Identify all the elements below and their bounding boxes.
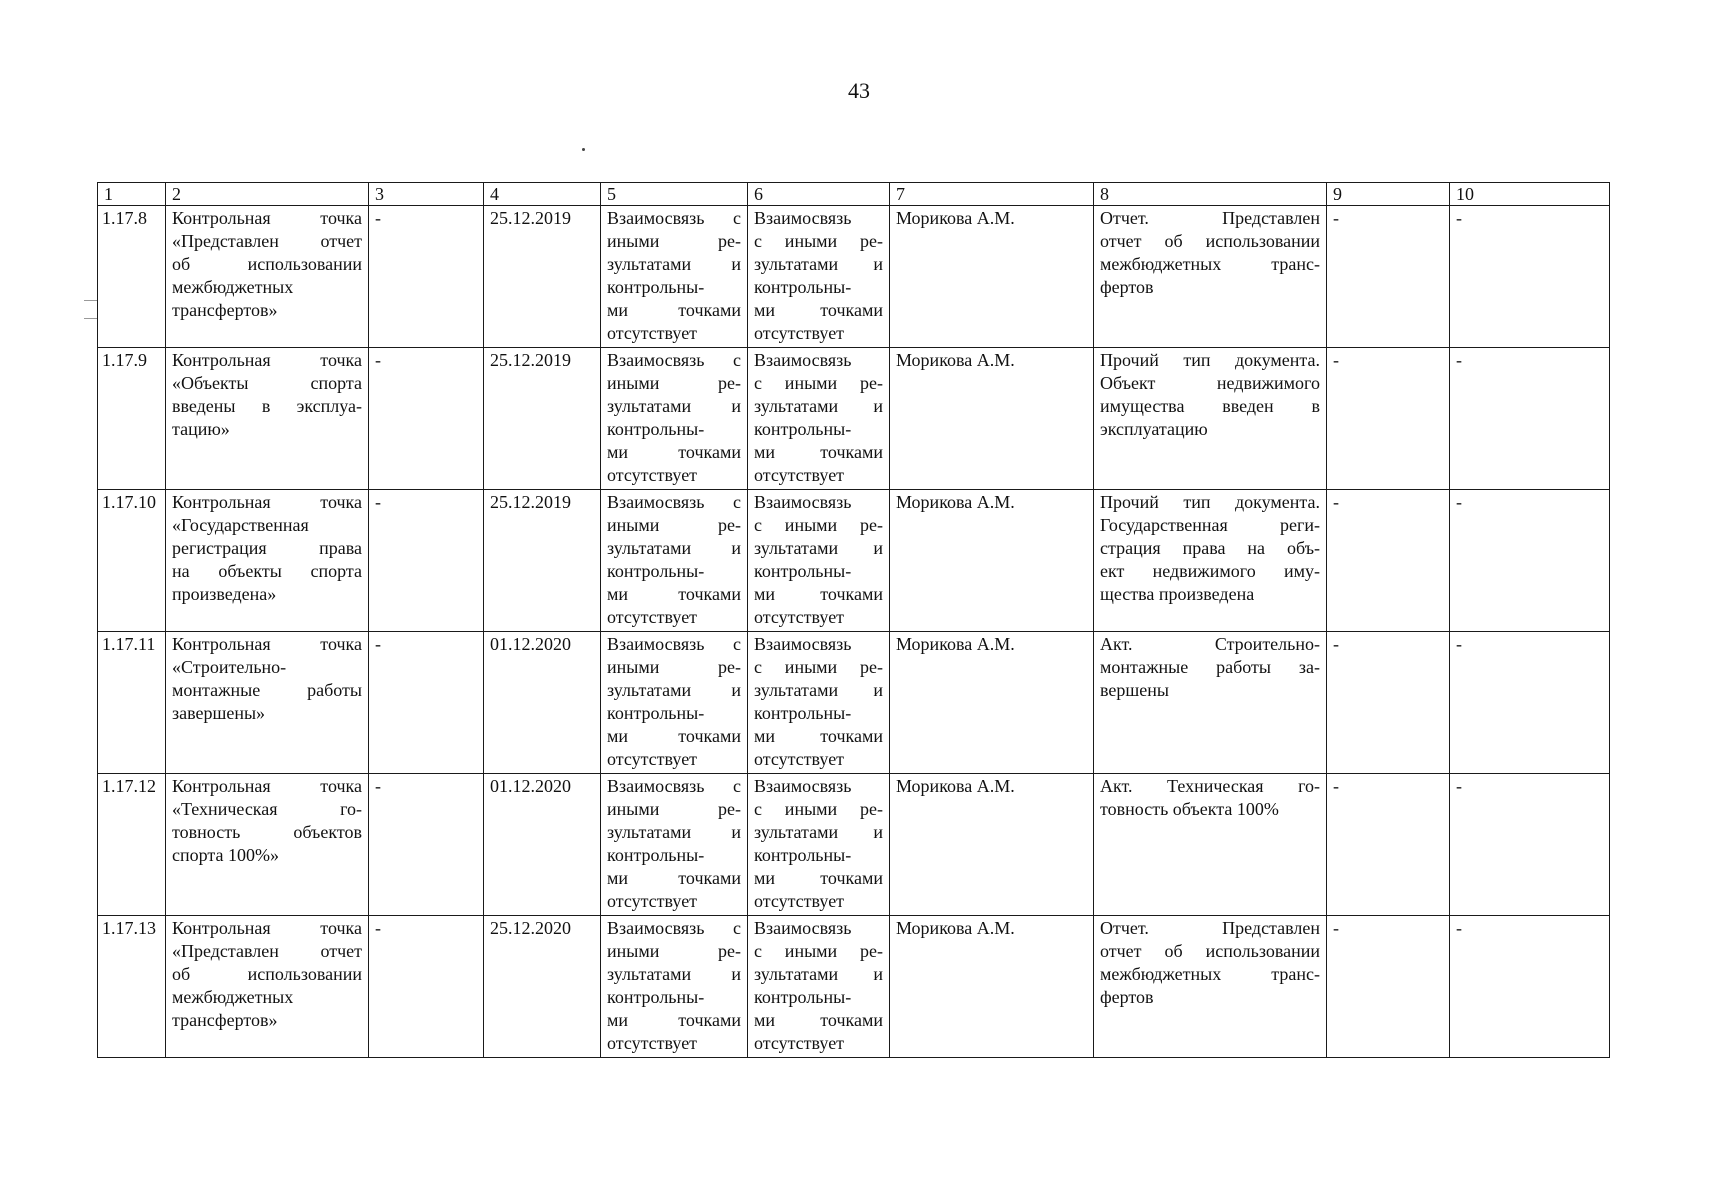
control-point-name-line: спорта 100%»	[172, 845, 279, 865]
document-type-line: ект недвижимого иму-	[1100, 561, 1320, 581]
control-point-name-line: Контрольная точка	[172, 634, 362, 654]
control-point-name	[166, 632, 369, 774]
control-point-name	[166, 206, 369, 348]
row-number: 1.17.8	[98, 206, 166, 348]
relation-results-line: Взаимосвязь с	[607, 634, 741, 654]
relation-results-line: Взаимосвязь с	[607, 208, 741, 228]
column-number-row	[98, 183, 1610, 206]
responsible-person: Морикова А.М.	[890, 774, 1094, 916]
column-10-value: -	[1450, 916, 1610, 1058]
relation-points-line: отсутствует	[754, 1033, 845, 1053]
relation-results-line: контрольны-	[607, 987, 705, 1007]
row-number: 1.17.9	[98, 348, 166, 490]
control-point-name-line: «Объекты спорта	[172, 373, 362, 393]
column-3-value: -	[369, 632, 484, 774]
control-point-name-line: об использовании	[172, 964, 362, 984]
relation-results-line: иными ре-	[607, 657, 741, 677]
relation-points-line: отсутствует	[754, 465, 845, 485]
relation-results-line: зультатами и	[607, 538, 741, 558]
column-number: 8	[1094, 183, 1327, 206]
column-9-value: -	[1327, 632, 1450, 774]
relation-points-line: с иными ре-	[754, 231, 883, 251]
control-point-name-line: «Представлен отчет	[172, 941, 362, 961]
control-point-name-line: межбюджетных	[172, 277, 294, 297]
document-type-line: фертов	[1100, 277, 1154, 297]
control-point-name-line: монтажные работы	[172, 680, 362, 700]
relation-points-line: отсутствует	[754, 323, 845, 343]
control-point-name-line: «Техническая го-	[172, 799, 362, 819]
relation-results-line: иными ре-	[607, 373, 741, 393]
control-point-name-line: об использовании	[172, 254, 362, 274]
relation-points-line: контрольны-	[754, 703, 852, 723]
column-10-value: -	[1450, 490, 1610, 632]
control-point-name-line: произведена»	[172, 584, 277, 604]
table-row	[98, 206, 1610, 348]
relation-points-line: контрольны-	[754, 845, 852, 865]
relation-points-line: ми точками	[754, 868, 883, 888]
relation-points-line: зультатами и	[754, 680, 883, 700]
column-number: 5	[601, 183, 748, 206]
relation-points-line: Взаимосвязь	[754, 492, 852, 512]
due-date: 25.12.2019	[484, 206, 601, 348]
relation-results-line: отсутствует	[607, 891, 698, 911]
document-type-line: Отчет. Представлен	[1100, 918, 1320, 938]
relation-results-line: иными ре-	[607, 515, 741, 535]
relation-points-line: контрольны-	[754, 561, 852, 581]
relation-results-line: отсутствует	[607, 323, 698, 343]
relation-points-line: Взаимосвязь	[754, 776, 852, 796]
document-type-line: Прочий тип документа.	[1100, 492, 1320, 512]
control-point-name-line: Контрольная точка	[172, 776, 362, 796]
relation-results-line: зультатами и	[607, 680, 741, 700]
control-point-name-line: Контрольная точка	[172, 918, 362, 938]
document-type-line: отчет об использовании	[1100, 941, 1320, 961]
relation-results-line: отсутствует	[607, 465, 698, 485]
relation-points-line: с иными ре-	[754, 373, 883, 393]
control-point-name-line: Контрольная точка	[172, 208, 362, 228]
relation-points-line: Взаимосвязь	[754, 208, 852, 228]
control-point-name-line: Контрольная точка	[172, 350, 362, 370]
control-point-name-line: Контрольная точка	[172, 492, 362, 512]
due-date: 25.12.2019	[484, 348, 601, 490]
control-point-name-line: тацию»	[172, 419, 230, 439]
relation-results-line: контрольны-	[607, 561, 705, 581]
relation-points-line: контрольны-	[754, 419, 852, 439]
due-date: 25.12.2019	[484, 490, 601, 632]
table-row	[98, 348, 1610, 490]
relation-results	[601, 206, 748, 348]
relation-points-line: отсутствует	[754, 607, 845, 627]
column-10-value: -	[1450, 774, 1610, 916]
control-point-name	[166, 916, 369, 1058]
relation-results-line: зультатами и	[607, 964, 741, 984]
table-row	[98, 774, 1610, 916]
relation-points-line: ми точками	[754, 726, 883, 746]
document-type-line: вершены	[1100, 680, 1169, 700]
control-points-table	[97, 182, 1610, 1058]
document-type-line: Объект недвижимого	[1100, 373, 1320, 393]
relation-points-line: отсутствует	[754, 749, 845, 769]
relation-results-line: отсутствует	[607, 749, 698, 769]
relation-results-line: ми точками	[607, 1010, 741, 1030]
page-number: 43	[848, 78, 870, 103]
control-point-name-line: межбюджетных	[172, 987, 294, 1007]
row-number: 1.17.12	[98, 774, 166, 916]
document-type-line: межбюджетных транс-	[1100, 964, 1320, 984]
due-date: 25.12.2020	[484, 916, 601, 1058]
column-3-value: -	[369, 206, 484, 348]
column-3-value: -	[369, 916, 484, 1058]
relation-results-line: Взаимосвязь с	[607, 492, 741, 512]
document-type-line: Акт. Строительно-	[1100, 634, 1320, 654]
column-number: 7	[890, 183, 1094, 206]
control-point-name-line: регистрация права	[172, 538, 362, 558]
relation-points-line: зультатами и	[754, 254, 883, 274]
document-type-line: щества произведена	[1100, 584, 1255, 604]
table-row	[98, 490, 1610, 632]
scan-speck	[582, 148, 585, 151]
column-number: 4	[484, 183, 601, 206]
document-type	[1094, 490, 1327, 632]
control-point-name	[166, 774, 369, 916]
relation-results-line: иными ре-	[607, 799, 741, 819]
relation-results-line: контрольны-	[607, 703, 705, 723]
relation-points-line: с иными ре-	[754, 941, 883, 961]
column-number: 2	[166, 183, 369, 206]
relation-results-line: зультатами и	[607, 254, 741, 274]
relation-points	[748, 774, 890, 916]
document-type-line: отчет об использовании	[1100, 231, 1320, 251]
relation-results-line: ми точками	[607, 726, 741, 746]
row-number: 1.17.13	[98, 916, 166, 1058]
row-number: 1.17.11	[98, 632, 166, 774]
column-3-value: -	[369, 774, 484, 916]
column-10-value: -	[1450, 632, 1610, 774]
column-number: 3	[369, 183, 484, 206]
control-point-name-line: «Государственная	[172, 515, 309, 535]
relation-points	[748, 916, 890, 1058]
control-point-name-line: трансфертов»	[172, 300, 278, 320]
relation-results-line: ми точками	[607, 300, 741, 320]
relation-points	[748, 632, 890, 774]
document-type-line: Акт. Техническая го-	[1100, 776, 1320, 796]
responsible-person: Морикова А.М.	[890, 632, 1094, 774]
relation-results-line: Взаимосвязь с	[607, 918, 741, 938]
control-point-name	[166, 490, 369, 632]
column-3-value: -	[369, 348, 484, 490]
control-point-name	[166, 348, 369, 490]
relation-results-line: контрольны-	[607, 419, 705, 439]
column-10-value: -	[1450, 348, 1610, 490]
document-type-line: Отчет. Представлен	[1100, 208, 1320, 228]
relation-results	[601, 632, 748, 774]
control-point-name-line: трансфертов»	[172, 1010, 278, 1030]
relation-results	[601, 490, 748, 632]
document-type-line: эксплуатацию	[1100, 419, 1208, 439]
relation-results	[601, 916, 748, 1058]
control-point-name-line: завершены»	[172, 703, 266, 723]
document-type-line: товность объекта 100%	[1100, 799, 1279, 819]
relation-points-line: ми точками	[754, 442, 883, 462]
relation-points-line: зультатами и	[754, 822, 883, 842]
document-type	[1094, 916, 1327, 1058]
relation-results-line: ми точками	[607, 442, 741, 462]
relation-points	[748, 490, 890, 632]
relation-results-line: зультатами и	[607, 396, 741, 416]
relation-results-line: зультатами и	[607, 822, 741, 842]
document-type-line: межбюджетных транс-	[1100, 254, 1320, 274]
relation-points	[748, 348, 890, 490]
relation-points-line: с иными ре-	[754, 657, 883, 677]
relation-points-line: с иными ре-	[754, 799, 883, 819]
document-type-line: Государственная реги-	[1100, 515, 1320, 535]
column-number: 1	[98, 183, 166, 206]
margin-tick	[84, 318, 98, 319]
relation-points-line: зультатами и	[754, 538, 883, 558]
document-type-line: фертов	[1100, 987, 1154, 1007]
document-type-line: монтажные работы за-	[1100, 657, 1320, 677]
document-type	[1094, 206, 1327, 348]
column-9-value: -	[1327, 774, 1450, 916]
margin-tick	[84, 300, 98, 301]
relation-points-line: ми точками	[754, 584, 883, 604]
column-9-value: -	[1327, 490, 1450, 632]
document-type	[1094, 348, 1327, 490]
responsible-person: Морикова А.М.	[890, 206, 1094, 348]
due-date: 01.12.2020	[484, 774, 601, 916]
document-type	[1094, 632, 1327, 774]
relation-points-line: Взаимосвязь	[754, 350, 852, 370]
relation-points	[748, 206, 890, 348]
responsible-person: Морикова А.М.	[890, 916, 1094, 1058]
relation-points-line: Взаимосвязь	[754, 918, 852, 938]
relation-results	[601, 348, 748, 490]
column-10-value: -	[1450, 206, 1610, 348]
document-type-line: Прочий тип документа.	[1100, 350, 1320, 370]
document-type-line: имущества введен в	[1100, 396, 1320, 416]
relation-results-line: Взаимосвязь с	[607, 350, 741, 370]
relation-points-line: отсутствует	[754, 891, 845, 911]
relation-results-line: Взаимосвязь с	[607, 776, 741, 796]
control-point-name-line: введены в эксплуа-	[172, 396, 362, 416]
table-row	[98, 632, 1610, 774]
control-point-name-line: товность объектов	[172, 822, 362, 842]
control-point-name-line: на объекты спорта	[172, 561, 362, 581]
relation-points-line: контрольны-	[754, 277, 852, 297]
relation-results-line: отсутствует	[607, 1033, 698, 1053]
relation-points-line: зультатами и	[754, 964, 883, 984]
column-3-value: -	[369, 490, 484, 632]
relation-results-line: ми точками	[607, 584, 741, 604]
row-number: 1.17.10	[98, 490, 166, 632]
due-date: 01.12.2020	[484, 632, 601, 774]
relation-points-line: ми точками	[754, 300, 883, 320]
responsible-person: Морикова А.М.	[890, 348, 1094, 490]
column-9-value: -	[1327, 206, 1450, 348]
relation-results-line: иными ре-	[607, 231, 741, 251]
table-row	[98, 916, 1610, 1058]
relation-results-line: контрольны-	[607, 277, 705, 297]
control-point-name-line: «Строительно-	[172, 657, 287, 677]
relation-results	[601, 774, 748, 916]
relation-points-line: контрольны-	[754, 987, 852, 1007]
column-number: 6	[748, 183, 890, 206]
column-number: 10	[1450, 183, 1610, 206]
relation-results-line: ми точками	[607, 868, 741, 888]
relation-points-line: ми точками	[754, 1010, 883, 1030]
control-point-name-line: «Представлен отчет	[172, 231, 362, 251]
relation-points-line: Взаимосвязь	[754, 634, 852, 654]
column-9-value: -	[1327, 348, 1450, 490]
document-type	[1094, 774, 1327, 916]
relation-results-line: иными ре-	[607, 941, 741, 961]
responsible-person: Морикова А.М.	[890, 490, 1094, 632]
relation-results-line: отсутствует	[607, 607, 698, 627]
relation-results-line: контрольны-	[607, 845, 705, 865]
column-9-value: -	[1327, 916, 1450, 1058]
relation-points-line: с иными ре-	[754, 515, 883, 535]
relation-points-line: зультатами и	[754, 396, 883, 416]
column-number: 9	[1327, 183, 1450, 206]
document-type-line: страция права на объ-	[1100, 538, 1320, 558]
